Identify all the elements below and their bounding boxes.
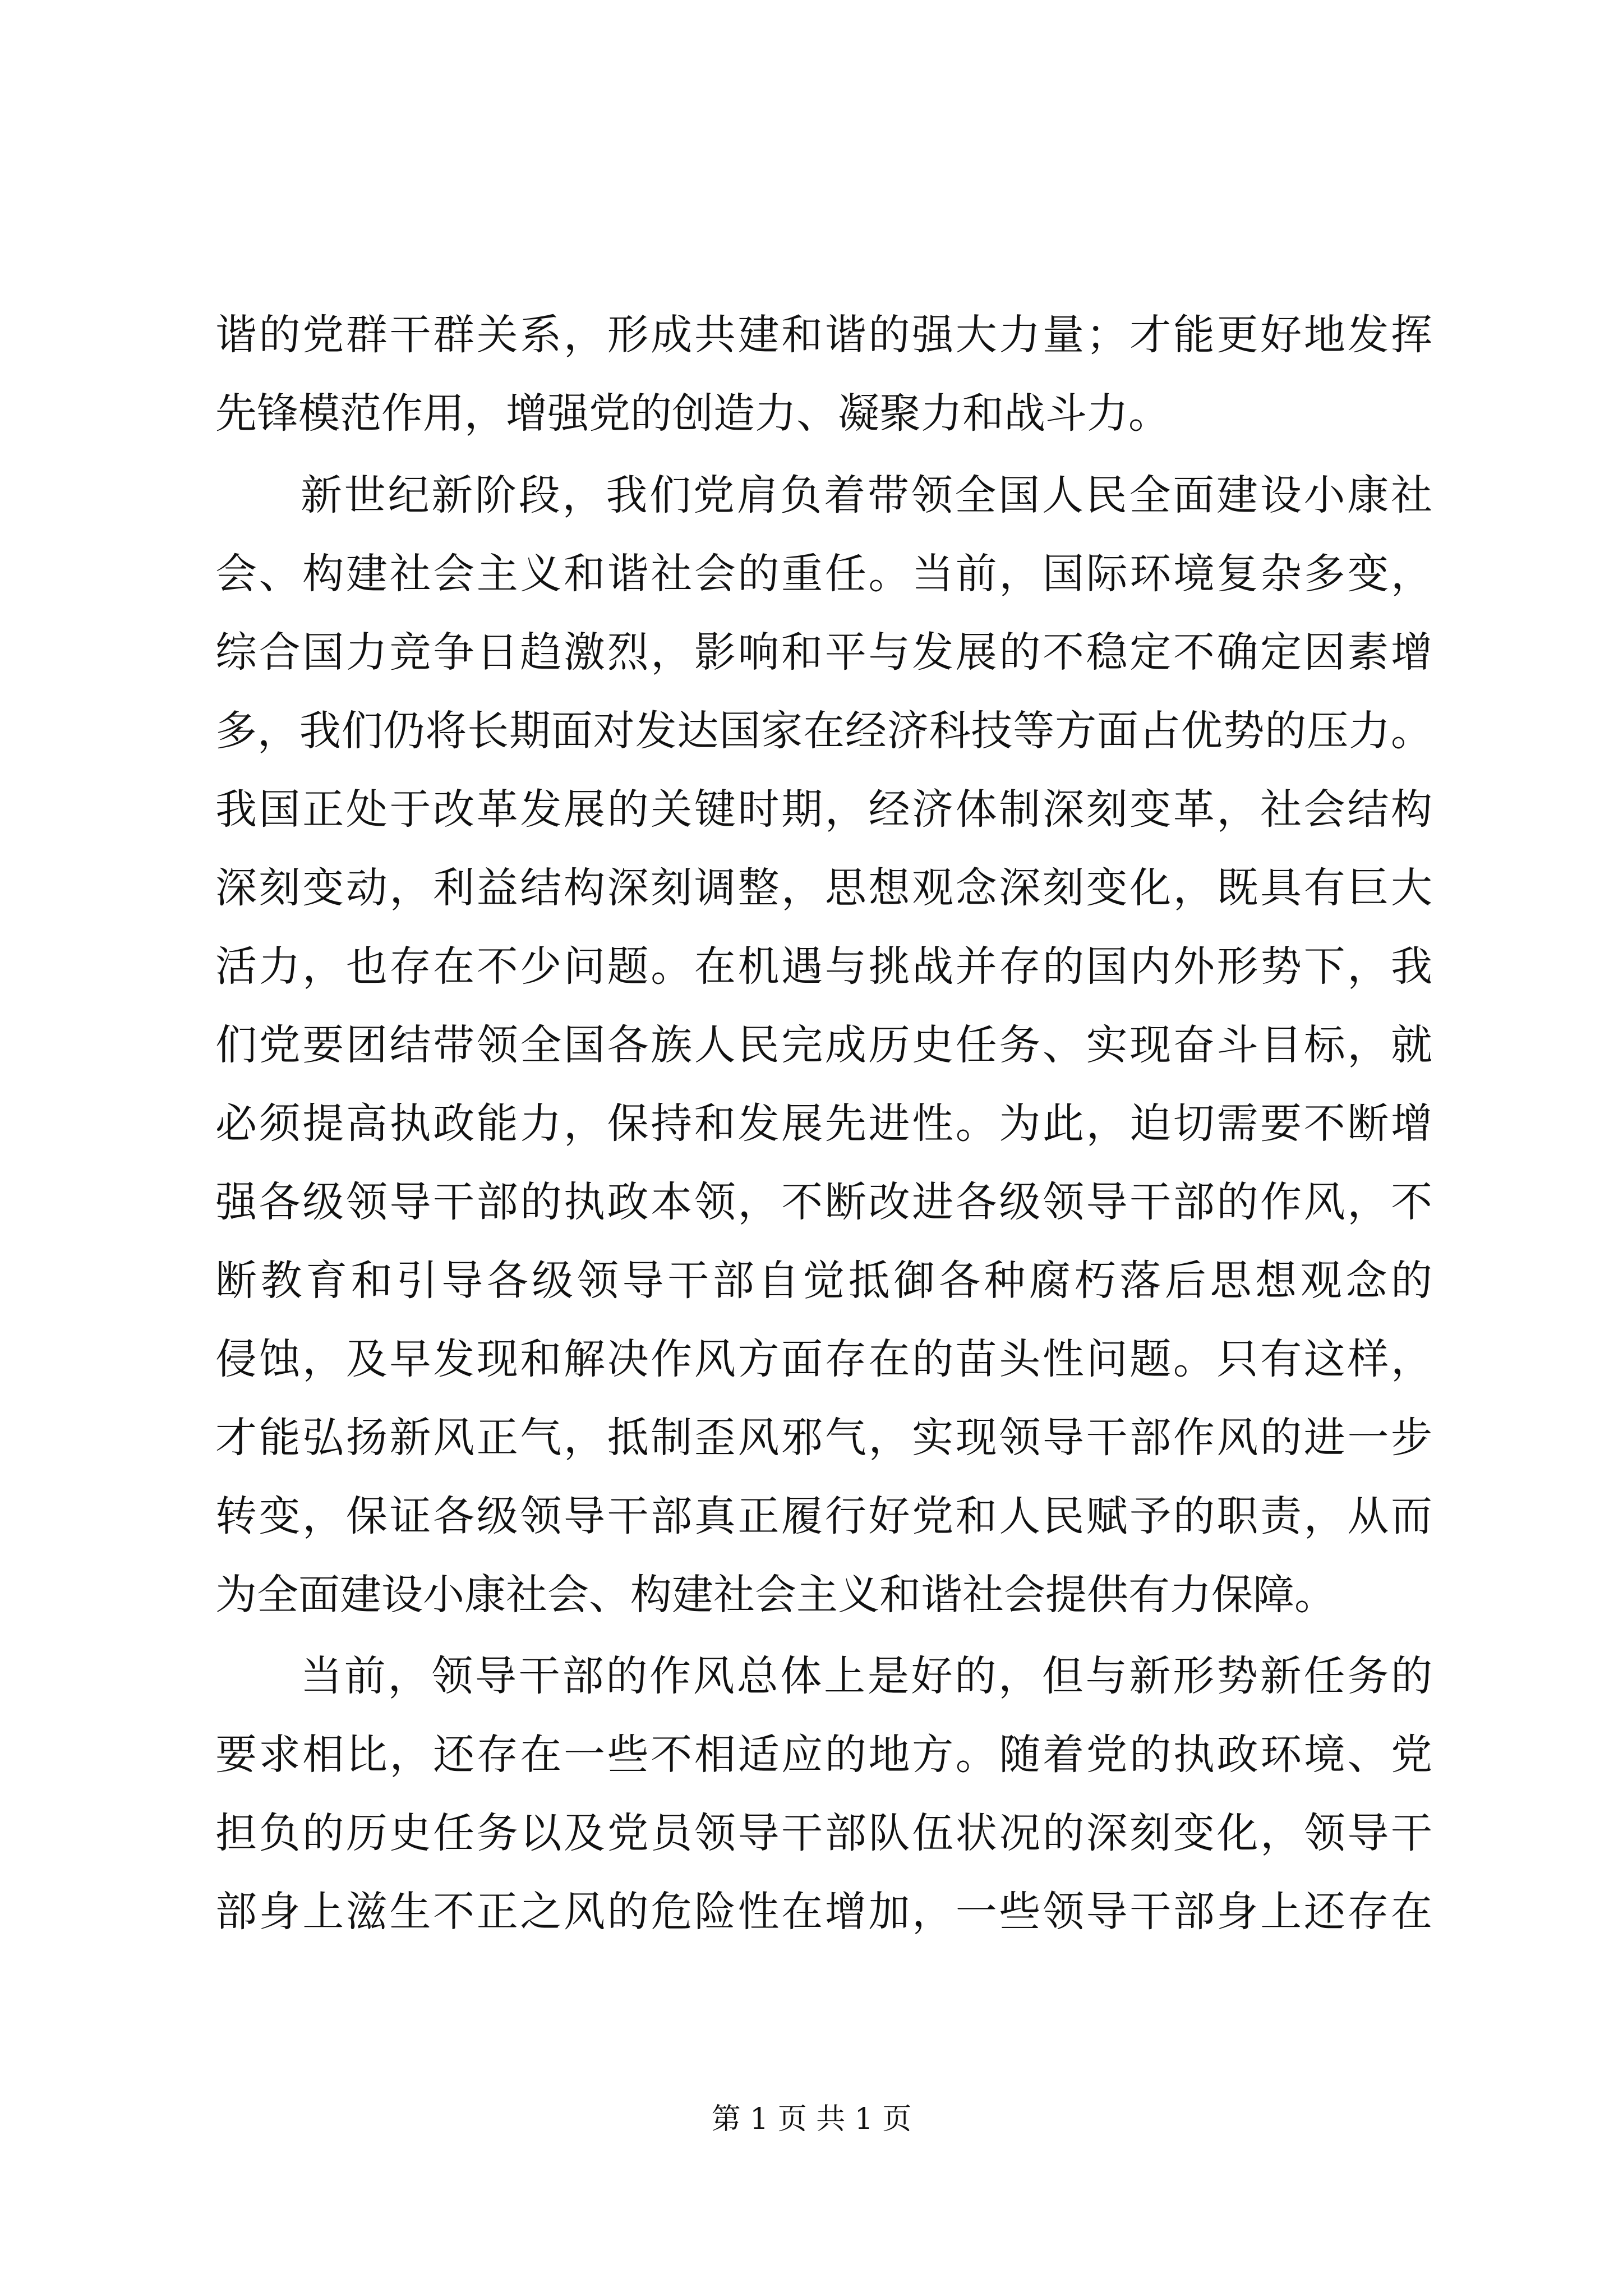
paragraph-line: 深刻变动，利益结构深刻调整，思想观念深刻变化，既具有巨大 — [215, 864, 1432, 912]
paragraph-line: 新世纪新阶段，我们党肩负着带领全国人民全面建设小康社 — [301, 471, 1432, 519]
paragraph-line: 活力，也存在不少问题。在机遇与挑战并存的国内外形势下，我 — [215, 942, 1432, 991]
paragraph-line: 们党要团结带领全国各族人民完成历史任务、实现奋斗目标，就 — [215, 1021, 1432, 1069]
paragraph-line: 才能弘扬新风正气，抵制歪风邪气，实现领导干部作风的进一步 — [215, 1414, 1432, 1462]
paragraph-line: 强各级领导干部的执政本领，不断改进各级领导干部的作风，不 — [215, 1178, 1432, 1226]
paragraph-line: 多，我们仍将长期面对发达国家在经济科技等方面占优势的压力。 — [215, 707, 1432, 755]
paragraph-line: 当前，领导干部的作风总体上是好的，但与新形势新任务的 — [301, 1652, 1432, 1700]
paragraph-line: 转变，保证各级领导干部真正履行好党和人民赋予的职责，从而 — [215, 1492, 1432, 1540]
page-footer: 第 1 页 共 1 页 — [711, 2102, 912, 2136]
paragraph-line: 担负的历史任务以及党员领导干部队伍状况的深刻变化，领导干 — [215, 1809, 1432, 1857]
paragraph-line: 谐的党群干群关系，形成共建和谐的强大力量；才能更好地发挥 — [215, 311, 1432, 359]
paragraph-line: 会、构建社会主义和谐社会的重任。当前，国际环境复杂多变， — [215, 550, 1432, 598]
paragraph-line: 部身上滋生不正之风的危险性在增加，一些领导干部身上还存在 — [215, 1888, 1432, 1936]
paragraph-line: 侵蚀，及早发现和解决作风方面存在的苗头性问题。只有这样， — [215, 1335, 1432, 1383]
paragraph-line: 我国正处于改革发展的关键时期，经济体制深刻变革，社会结构 — [215, 785, 1432, 834]
paragraph-line: 综合国力竞争日趋激烈，影响和平与发展的不稳定不确定因素增 — [215, 628, 1432, 677]
paragraph-line: 必须提高执政能力，保持和发展先进性。为此，迫切需要不断增 — [215, 1099, 1432, 1148]
paragraph-line: 为全面建设小康社会、构建社会主义和谐社会提供有力保障。 — [215, 1571, 1336, 1619]
paragraph-line: 先锋模范作用，增强党的创造力、凝聚力和战斗力。 — [215, 389, 1170, 438]
paragraph-line: 断教育和引导各级领导干部自觉抵御各种腐朽落后思想观念的 — [215, 1257, 1432, 1305]
paragraph-line: 要求相比，还存在一些不相适应的地方。随着党的执政环境、党 — [215, 1731, 1432, 1779]
